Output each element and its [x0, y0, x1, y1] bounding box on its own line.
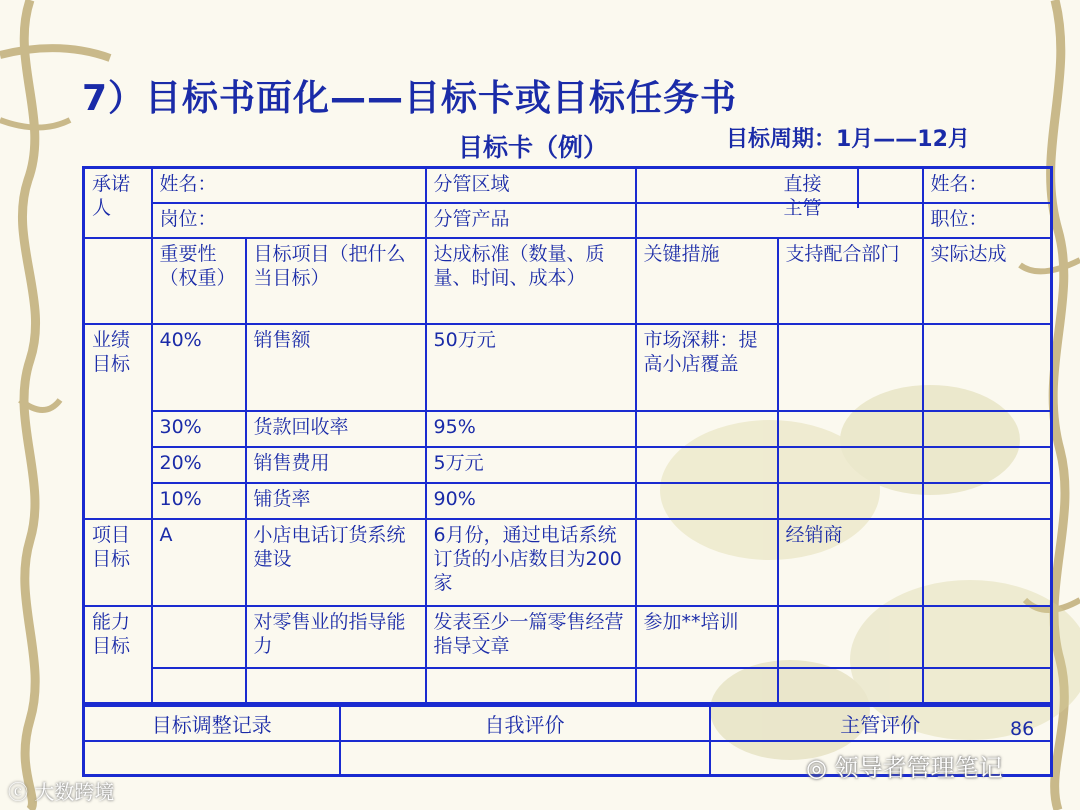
table-row [84, 519, 1052, 606]
standard-cell: 95% [426, 411, 636, 447]
dept-cell [778, 606, 923, 668]
self-evaluation-field[interactable] [340, 741, 710, 775]
page-number: 86 [1010, 718, 1035, 740]
dept-cell [778, 447, 923, 483]
empty-cell[interactable] [152, 668, 246, 704]
item-cell: 对零售业的指导能力 [246, 606, 426, 668]
dept-cell [778, 483, 923, 519]
item-cell: 小店电话订货系统建设 [246, 519, 426, 606]
goal-card-table [82, 166, 1053, 705]
adjust-record-label: 目标调整记录 [84, 706, 340, 742]
goal-period: 目标周期：1月——12月 [726, 127, 970, 152]
promiser-label: 承诺人 [84, 168, 152, 238]
info-row-2 [84, 203, 1052, 238]
actual-cell [923, 447, 1052, 483]
header-standard: 达成标准（数量、质量、时间、成本） [426, 238, 636, 324]
dept-cell: 经销商 [778, 519, 923, 606]
name-label: 姓名： [152, 168, 426, 203]
measure-cell: 市场深耕：提高小店覆盖 [636, 324, 778, 411]
item-cell: 铺货率 [246, 483, 426, 519]
header-actual: 实际达成 [923, 238, 1052, 324]
product-label: 分管产品 [426, 203, 636, 238]
header-dept: 支持配合部门 [778, 238, 923, 324]
source-logo-icon: ⓒ [8, 780, 28, 804]
header-weight: 重要性（权重） [152, 238, 246, 324]
dept-cell [778, 411, 923, 447]
table-row [84, 606, 1052, 668]
standard-cell: 50万元 [426, 324, 636, 411]
header-measure: 关键措施 [636, 238, 778, 324]
product-value[interactable] [636, 203, 923, 238]
empty-cell[interactable] [426, 668, 636, 704]
header-empty [84, 238, 152, 324]
actual-cell [923, 606, 1052, 668]
dept-cell [778, 324, 923, 411]
table-row [84, 447, 1052, 483]
empty-cell[interactable] [246, 668, 426, 704]
empty-cell[interactable] [636, 668, 778, 704]
post-label: 岗位： [152, 203, 426, 238]
weight-cell: 10% [152, 483, 246, 519]
table-row [84, 411, 1052, 447]
table-row [84, 483, 1052, 519]
standard-cell: 6月份，通过电话系统订货的小店数目为200家 [426, 519, 636, 606]
weight-cell: 20% [152, 447, 246, 483]
evaluation-header-row [84, 706, 1052, 742]
actual-cell [923, 411, 1052, 447]
adjust-record-field[interactable] [84, 741, 340, 775]
actual-cell [923, 324, 1052, 411]
page-title: 7）目标书面化——目标卡或目标任务书 [82, 78, 738, 119]
vine-decoration-left [0, 0, 60, 810]
standard-cell: 90% [426, 483, 636, 519]
weight-cell: 40% [152, 324, 246, 411]
empty-cell[interactable] [923, 668, 1052, 704]
weight-cell: A [152, 519, 246, 606]
sup-title-label: 职位： [923, 203, 1052, 238]
card-title: 目标卡（例） [458, 133, 609, 162]
measure-cell [636, 483, 778, 519]
measure-cell [636, 519, 778, 606]
wechat-watermark [806, 748, 1003, 783]
ability-goal-label: 能力 目标 [84, 606, 152, 704]
supervisor-evaluation-label: 主管评价 [710, 706, 1052, 742]
weight-cell [152, 606, 246, 668]
direct-supervisor-label: 直接 主管 [777, 169, 859, 208]
wechat-icon: ◎ [806, 754, 827, 782]
sup-name-text: 姓名： [930, 173, 988, 195]
standard-cell: 5万元 [426, 447, 636, 483]
measure-cell: 参加**培训 [636, 606, 778, 668]
wechat-watermark-text: 领导者管理笔记 [834, 754, 1003, 782]
empty-cell[interactable] [778, 668, 923, 704]
actual-cell [923, 483, 1052, 519]
item-cell: 销售费用 [246, 447, 426, 483]
area-label: 分管区域 [426, 168, 636, 203]
item-cell: 销售额 [246, 324, 426, 411]
source-watermark-text: 大数跨境 [34, 780, 115, 804]
table-row [84, 668, 1052, 704]
source-watermark [8, 776, 114, 805]
weight-cell: 30% [152, 411, 246, 447]
measure-cell [636, 447, 778, 483]
column-header-row [84, 238, 1052, 324]
item-cell: 货款回收率 [246, 411, 426, 447]
self-evaluation-label: 自我评价 [340, 706, 710, 742]
header-item: 目标项目（把什么当目标） [246, 238, 426, 324]
perf-goal-label: 业绩 目标 [84, 324, 152, 519]
measure-cell [636, 411, 778, 447]
info-row-1 [84, 168, 1052, 203]
project-goal-label: 项目 目标 [84, 519, 152, 606]
table-row [84, 324, 1052, 411]
standard-cell: 发表至少一篇零售经营指导文章 [426, 606, 636, 668]
actual-cell [923, 519, 1052, 606]
